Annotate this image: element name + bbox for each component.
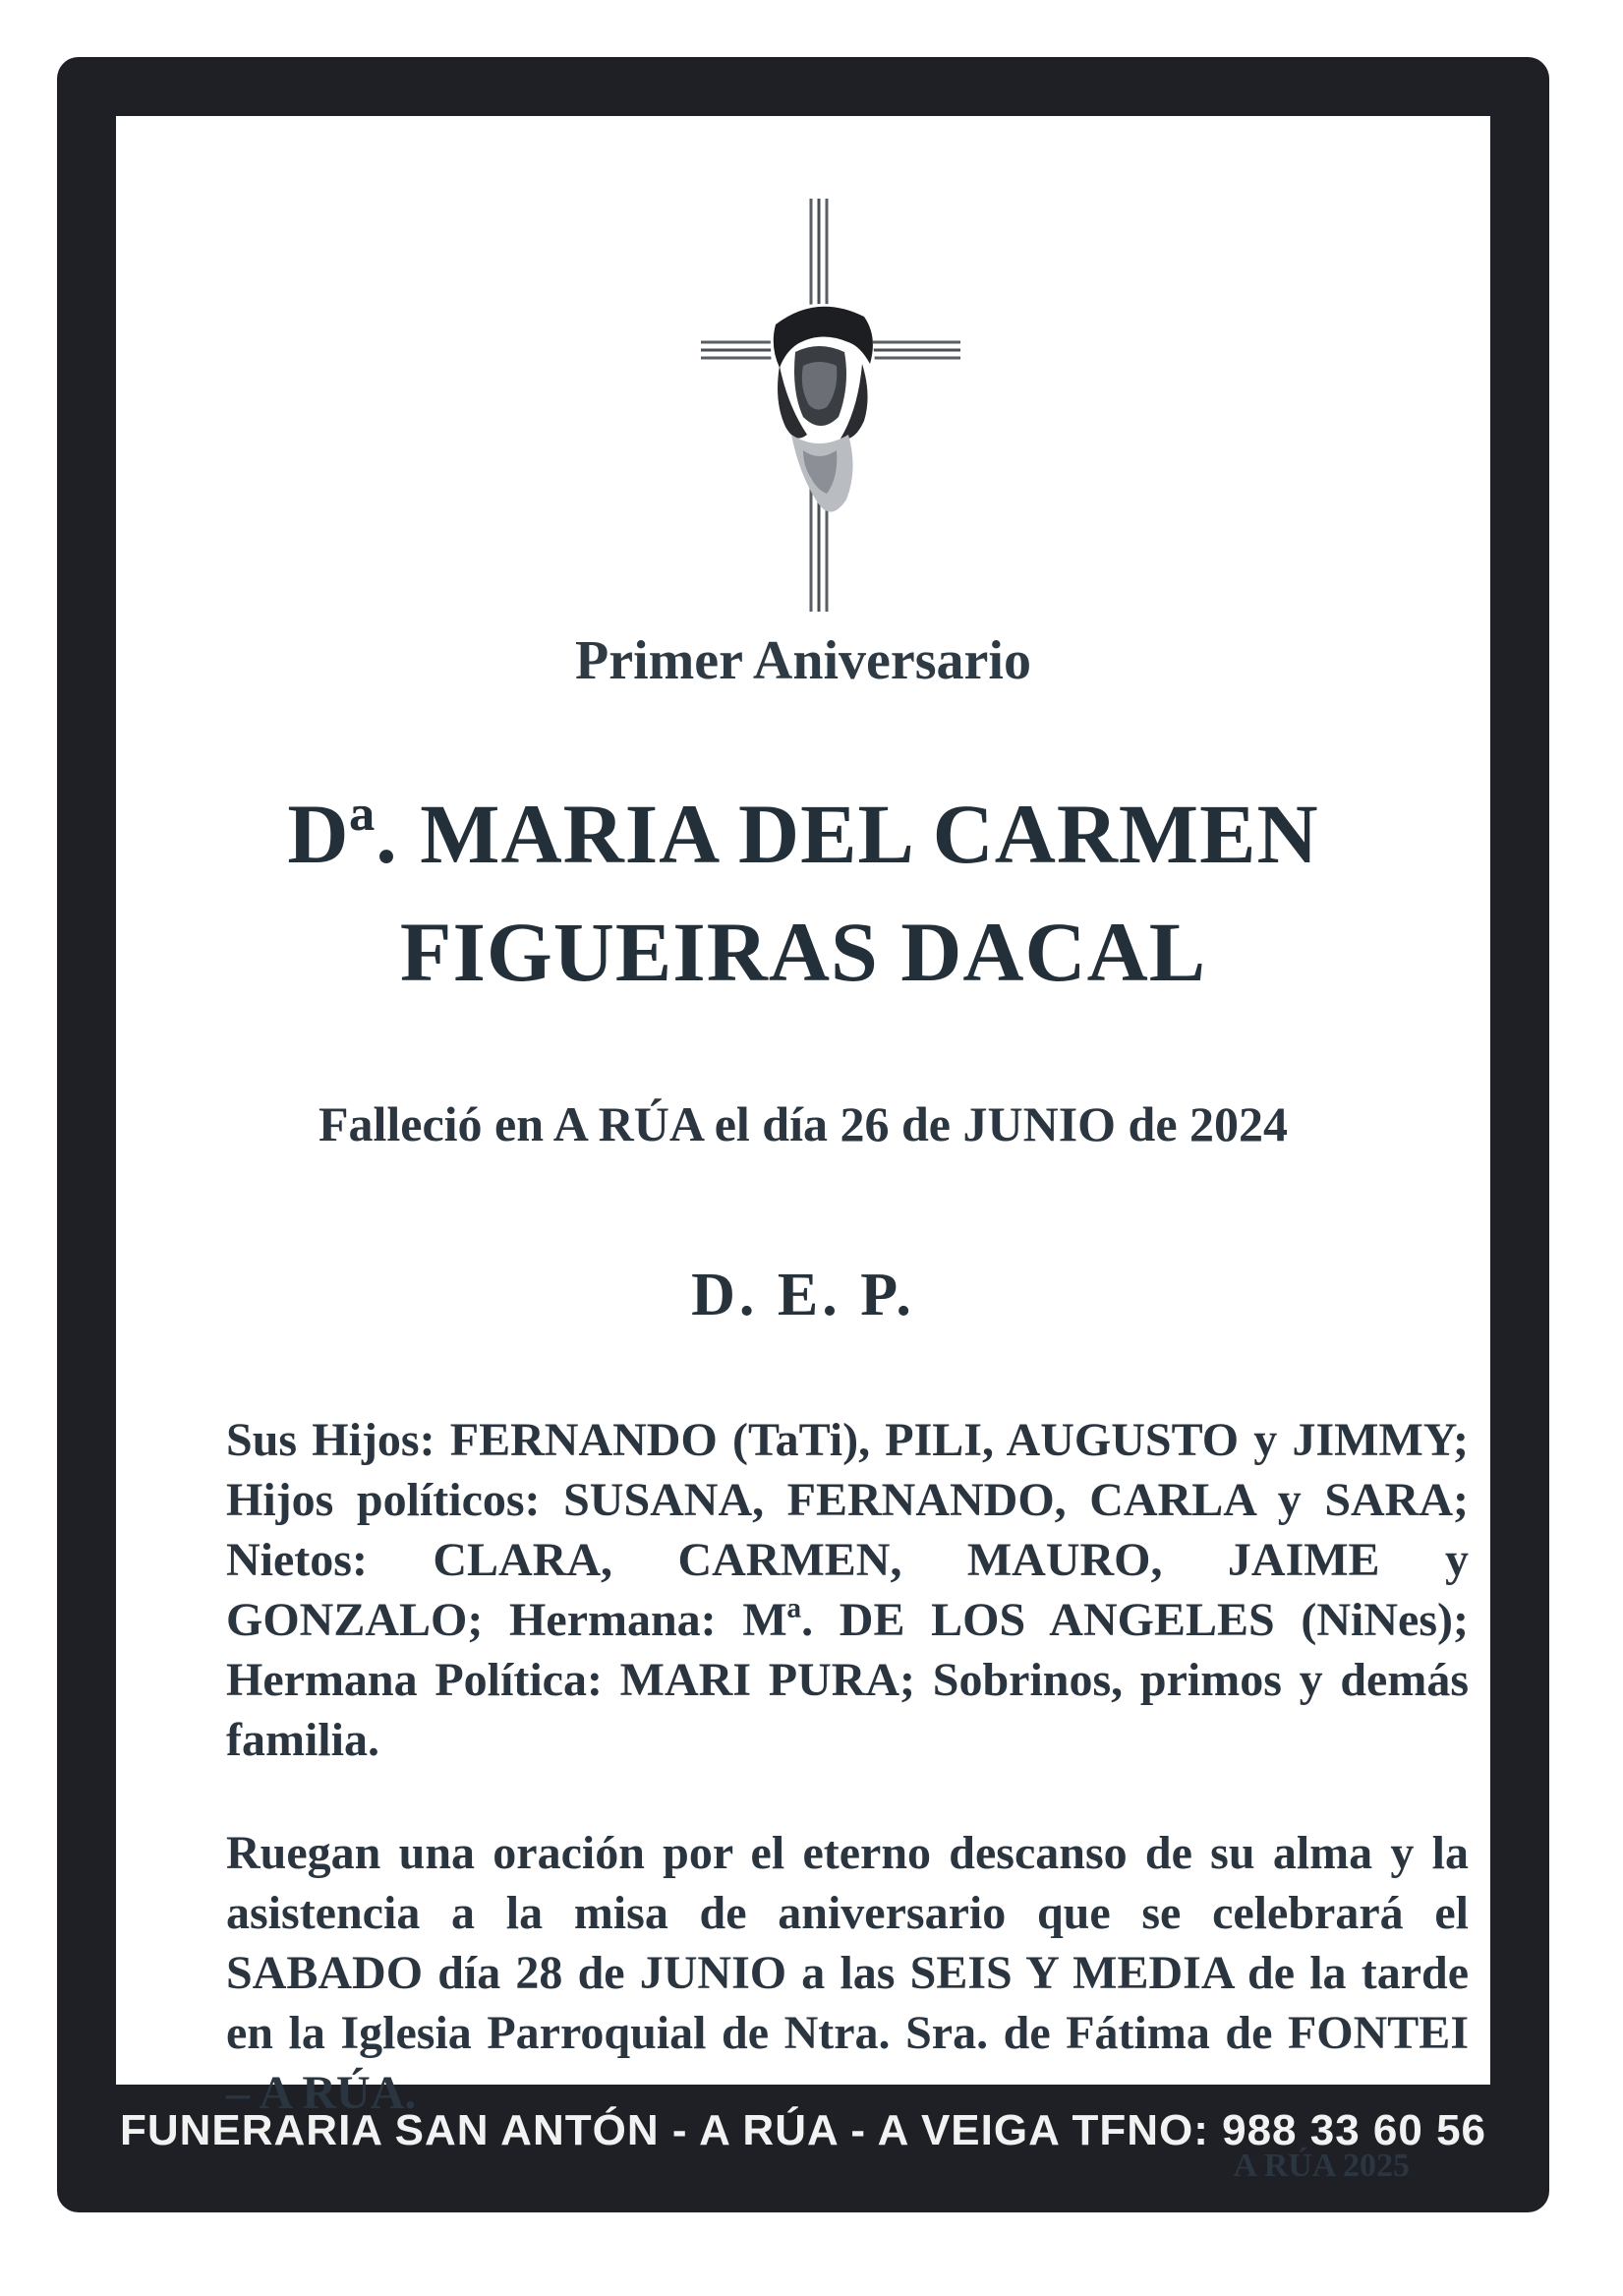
mourning-frame — [57, 57, 1549, 2212]
death-notice: Falleció en A RÚA el día 26 de JUNIO de 2024 — [318, 1096, 1289, 1151]
rest-in-peace: D. E. P. — [691, 1262, 915, 1328]
crucifix-icon — [701, 199, 960, 612]
funeral-home-footer: FUNERARIA SAN ANTÓN - A RÚA - A VEIGA TFNO: 988 33 60 56 — [119, 2106, 1487, 2154]
prayer-paragraph: Ruegan una oración por el eterno descanso de su alma y la asistencia a la misa de aniversario que se celebrará el SABADO día 28 de JUNIO a las SEIS Y MEDIA de la tarde en la Iglesia Parroquial de Ntra. Sra. de Fátima de FONTEI – A RÚA. — [226, 1827, 1469, 2119]
anniversary-subtitle: Primer Aniversario — [575, 630, 1031, 691]
family-paragraph: Sus Hijos: FERNANDO (TaTi), PILI, AUGUSTO y JIMMY; Hijos políticos: SUSANA, FERNANDO, CARLA y SARA; Nietos: CLARA, CARMEN, MAURO, JAIME y GONZALO; Hermana: Mª. DE LOS ANGELES (NiNes); Hermana Política: MARI PURA; Sobrinos, primos y demás familia. — [226, 1414, 1469, 1766]
place-year: A RÚA 2025 — [1233, 2148, 1410, 2184]
deceased-name-line2: FIGUEIRAS DACAL — [399, 905, 1207, 999]
deceased-name-line1: Dª. MARIA DEL CARMEN — [287, 787, 1319, 881]
